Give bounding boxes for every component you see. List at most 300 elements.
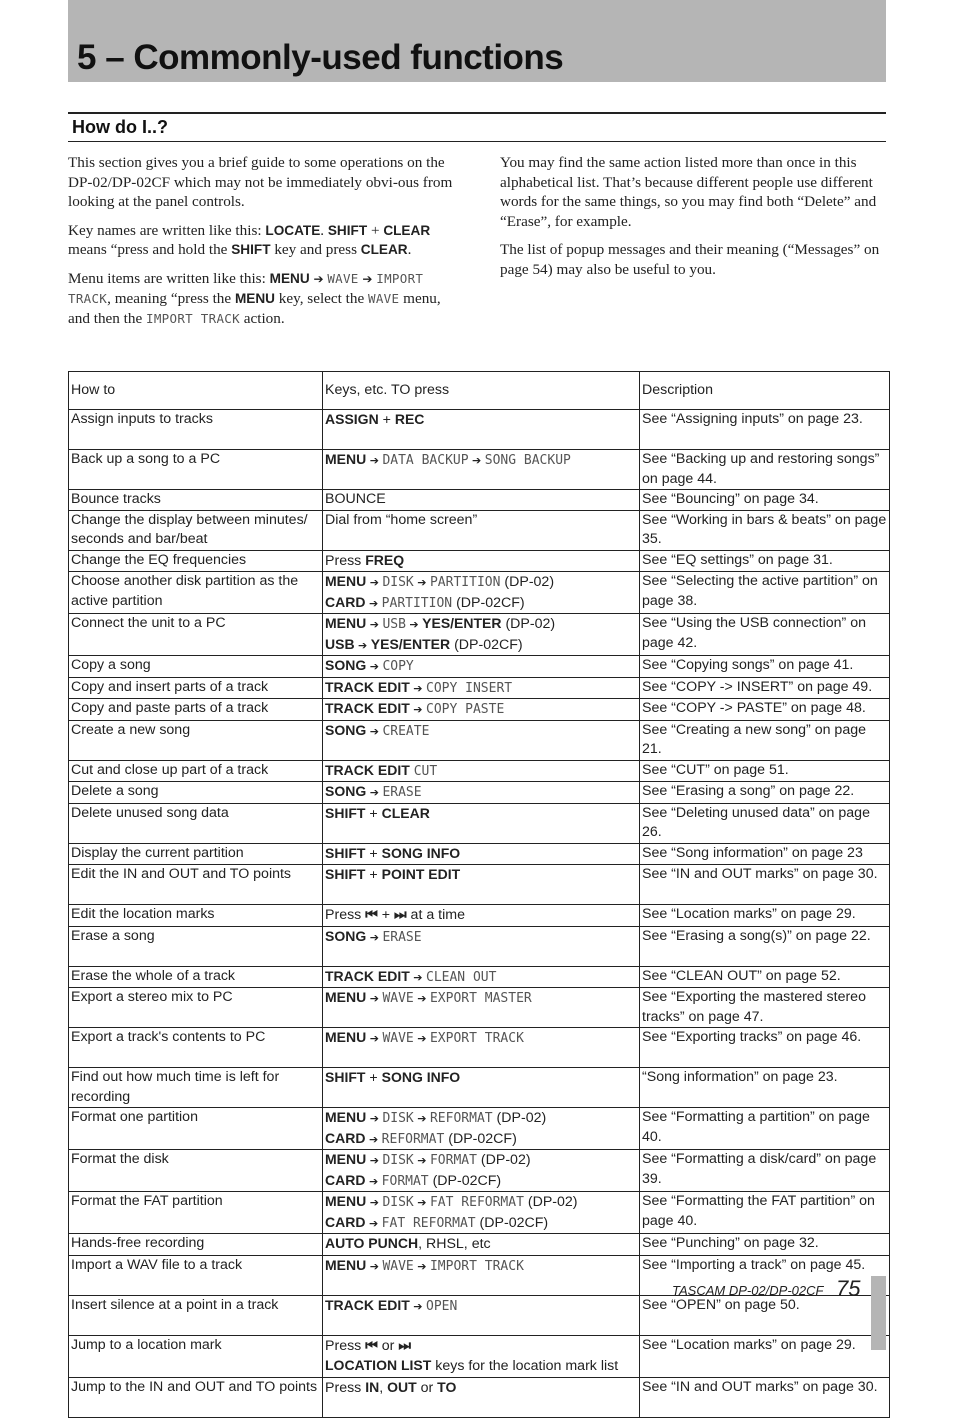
section-rule-bottom bbox=[68, 141, 886, 142]
table-row bbox=[69, 1108, 890, 1150]
key-name: FREQ bbox=[365, 551, 405, 568]
arrow-icon: ➔ bbox=[366, 724, 383, 738]
key-name: SHIFT bbox=[231, 242, 271, 257]
text: (DP-02CF) bbox=[450, 636, 523, 653]
text: or bbox=[416, 1379, 438, 1396]
how-to-cell: Import a WAV file to a track bbox=[69, 1255, 323, 1295]
key-name: MENU bbox=[325, 615, 367, 631]
keys-line bbox=[325, 1378, 637, 1399]
lcd-text: FORMAT bbox=[429, 1153, 477, 1168]
lcd-text: REFORMAT bbox=[381, 1131, 445, 1147]
text: menu, and then the bbox=[68, 290, 441, 327]
text: Key names are written like this: bbox=[68, 221, 266, 239]
arrow-icon: ➔ bbox=[366, 1196, 383, 1209]
lcd-text: WAVE bbox=[327, 270, 359, 286]
key-name: TRACK EDIT bbox=[325, 700, 410, 716]
lcd-text: EXPORT TRACK bbox=[429, 1031, 524, 1046]
arrow-icon: ➔ bbox=[365, 1132, 382, 1146]
key-name: TRACK EDIT bbox=[325, 761, 410, 778]
key-name: SONG INFO bbox=[381, 844, 461, 861]
key-name: SONG bbox=[325, 657, 367, 673]
table-row bbox=[69, 988, 890, 1028]
how-to-cell: Export a stereo mix to PC bbox=[69, 988, 323, 1028]
lcd-text: USB bbox=[382, 617, 406, 632]
how-to-cell: Insert silence at a point in a track bbox=[69, 1295, 323, 1335]
how-to-table bbox=[68, 371, 890, 1418]
key-name: SHIFT bbox=[325, 804, 366, 821]
text: (DP-02) bbox=[492, 1110, 547, 1126]
key-name: TRACK EDIT bbox=[325, 678, 410, 695]
page-number: 75 bbox=[836, 1276, 861, 1301]
description-cell: See “IN and OUT marks” on page 30. bbox=[640, 1377, 890, 1417]
key-name: MENU bbox=[325, 1151, 367, 1167]
keys-cell bbox=[323, 450, 640, 490]
description-cell: See “Song information” on page 23 bbox=[640, 843, 890, 865]
keys-line bbox=[325, 699, 637, 720]
arrow-icon: ➔ bbox=[409, 970, 426, 984]
column-header-keys: Keys, etc. TO press bbox=[323, 372, 640, 410]
keys-cell bbox=[323, 490, 640, 511]
keys-line bbox=[325, 614, 637, 635]
keys-line bbox=[325, 1108, 637, 1129]
keys-line bbox=[325, 551, 637, 572]
keys-line bbox=[325, 1129, 637, 1150]
footer-brand: TASCAM DP-02/DP-02CF bbox=[672, 1283, 824, 1298]
lcd-text: FAT REFORMAT bbox=[381, 1215, 476, 1231]
how-to-cell: Back up a song to a PC bbox=[69, 450, 323, 490]
text: + bbox=[367, 221, 384, 239]
keys-cell bbox=[323, 656, 640, 678]
arrow-icon: ➔ bbox=[413, 1259, 430, 1273]
key-name: SHIFT bbox=[325, 1069, 366, 1085]
key-name: MENU bbox=[269, 270, 310, 286]
lcd-text: FAT REFORMAT bbox=[429, 1195, 524, 1210]
how-to-cell: Edit the location marks bbox=[69, 905, 323, 927]
lcd-text: WAVE bbox=[368, 291, 400, 306]
keys-cell bbox=[323, 1028, 640, 1068]
keys-cell bbox=[323, 1295, 640, 1335]
key-name: MENU bbox=[234, 291, 275, 306]
how-to-cell: Jump to the IN and OUT and TO points bbox=[69, 1377, 323, 1417]
keys-cell bbox=[323, 926, 640, 966]
key-name: IN bbox=[365, 1378, 380, 1395]
keys-line bbox=[325, 782, 637, 803]
keys-line bbox=[325, 572, 637, 593]
arrow-icon: ➔ bbox=[366, 576, 383, 589]
how-to-cell: Display the current partition bbox=[69, 843, 323, 865]
keys-line bbox=[325, 490, 637, 510]
arrow-icon: ➔ bbox=[413, 1154, 430, 1167]
description-cell: See “Backing up and restoring songs” on page 44. bbox=[640, 450, 890, 490]
keys-cell bbox=[323, 1234, 640, 1256]
key-name: YES/ENTER bbox=[370, 635, 451, 652]
keys-cell bbox=[323, 410, 640, 450]
key-name: POINT EDIT bbox=[381, 866, 461, 882]
arrow-icon: ➔ bbox=[365, 1174, 382, 1188]
keys-line bbox=[325, 804, 637, 825]
description-cell: See “Formatting a disk/card” on page 39. bbox=[640, 1150, 890, 1192]
table-row bbox=[69, 1295, 890, 1335]
text: + bbox=[365, 867, 382, 883]
keys-cell bbox=[323, 905, 640, 927]
lcd-text: WAVE bbox=[382, 991, 414, 1006]
intro-paragraph-1: This section gives you a brief guide to some operations on the DP-02/DP-02CF which may not be immediately obvi-ous from looking at the panel controls. bbox=[68, 154, 453, 210]
keys-cell bbox=[323, 614, 640, 656]
intro-paragraph-5: The list of popup messages and their meaning (“Messages” on page 54) may also be useful to you. bbox=[500, 241, 880, 278]
key-name: TO bbox=[437, 1378, 457, 1395]
how-to-cell: Change the display between minutes/ seconds and bar/beat bbox=[69, 510, 323, 550]
keys-line bbox=[325, 593, 637, 614]
key-name: SHIFT bbox=[327, 222, 368, 238]
table-row bbox=[69, 803, 890, 843]
lcd-text: IMPORT TRACK bbox=[429, 1258, 524, 1274]
lcd-text: IMPORT TRACK bbox=[146, 310, 240, 326]
lcd-text: COPY INSERT bbox=[426, 680, 513, 696]
keys-cell bbox=[323, 677, 640, 699]
lcd-text: COPY PASTE bbox=[426, 702, 505, 717]
how-to-cell: Erase the whole of a track bbox=[69, 966, 323, 988]
key-name: LOCATE bbox=[265, 222, 321, 238]
description-cell: See “Creating a new song” on page 21. bbox=[640, 720, 890, 760]
key-name: AUTO PUNCH bbox=[325, 1235, 419, 1251]
lcd-text: DISK bbox=[382, 575, 414, 590]
how-to-cell: Format one partition bbox=[69, 1108, 323, 1150]
table-row bbox=[69, 1028, 890, 1068]
lcd-text: CUT bbox=[413, 763, 438, 779]
how-to-cell: Delete a song bbox=[69, 782, 323, 804]
text: keys for the location mark list bbox=[431, 1358, 619, 1374]
text: Press bbox=[325, 552, 366, 569]
keys-cell bbox=[323, 782, 640, 804]
key-name: CLEAR bbox=[383, 222, 431, 238]
description-cell: See “Erasing a song(s)” on page 22. bbox=[640, 926, 890, 966]
text: (DP-02CF) bbox=[452, 594, 525, 611]
text: + bbox=[378, 412, 395, 428]
table-row bbox=[69, 550, 890, 572]
lcd-text: FORMAT bbox=[381, 1173, 429, 1189]
keys-line bbox=[325, 678, 637, 699]
arrow-icon: ➔ bbox=[409, 703, 426, 716]
text: . bbox=[407, 241, 412, 258]
keys-line bbox=[325, 656, 637, 677]
keys-cell bbox=[323, 510, 640, 550]
arrow-icon: ➔ bbox=[362, 271, 373, 286]
how-to-cell: Find out how much time is left for recording bbox=[69, 1068, 323, 1108]
key-name: CARD bbox=[325, 593, 366, 610]
chapter-title: 5 – Commonly-used functions bbox=[77, 38, 564, 77]
keys-cell bbox=[323, 1068, 640, 1108]
how-to-cell: Format the disk bbox=[69, 1150, 323, 1192]
key-name: CLEAR bbox=[360, 242, 408, 257]
arrow-icon: ➔ bbox=[468, 454, 485, 467]
how-to-cell: Hands-free recording bbox=[69, 1234, 323, 1256]
text: at a time bbox=[406, 907, 465, 923]
table-row bbox=[69, 1192, 890, 1234]
keys-cell bbox=[323, 865, 640, 905]
key-name: CARD bbox=[325, 1171, 366, 1188]
arrow-icon: ➔ bbox=[413, 1196, 430, 1209]
keys-cell bbox=[323, 803, 640, 843]
lcd-text: PARTITION bbox=[429, 575, 501, 590]
key-name: SONG bbox=[325, 783, 367, 799]
table-row bbox=[69, 572, 890, 614]
arrow-icon: ➔ bbox=[366, 1154, 383, 1167]
arrow-icon: ➔ bbox=[413, 992, 430, 1005]
keys-line bbox=[325, 635, 637, 656]
arrow-icon: ➔ bbox=[365, 1216, 382, 1230]
keys-line bbox=[325, 905, 637, 926]
arrow-icon: ➔ bbox=[366, 1259, 383, 1273]
text: (DP-02CF) bbox=[475, 1214, 549, 1231]
lcd-text: COPY bbox=[382, 659, 414, 674]
description-cell: See “OPEN” on page 50. bbox=[640, 1295, 890, 1335]
table-row bbox=[69, 1234, 890, 1256]
description-cell: See “Bouncing” on page 34. bbox=[640, 490, 890, 511]
description-cell: See “Copying songs” on page 41. bbox=[640, 656, 890, 678]
arrow-icon: ➔ bbox=[365, 596, 382, 610]
arrow-icon: ➔ bbox=[354, 638, 371, 652]
how-to-cell: Copy and paste parts of a track bbox=[69, 699, 323, 721]
text: Menu items are written like this: bbox=[68, 269, 270, 287]
description-cell: See “Working in bars & beats” on page 35. bbox=[640, 510, 890, 550]
table-row bbox=[69, 614, 890, 656]
intro-paragraph-3 bbox=[68, 269, 453, 329]
table-row bbox=[69, 865, 890, 905]
intro-paragraph-4: You may find the same action listed more than once in this alphabetical list. That’s because different people use different words for the same things, so you may find both “Delete” and “Erase”, for example. bbox=[500, 154, 877, 230]
keys-line bbox=[325, 1213, 637, 1234]
key-name: ASSIGN bbox=[325, 411, 379, 427]
lcd-text: DISK bbox=[382, 1153, 414, 1168]
description-cell: See “CLEAN OUT” on page 52. bbox=[640, 966, 890, 988]
text: + bbox=[365, 1070, 382, 1086]
how-to-cell: Connect the unit to a PC bbox=[69, 614, 323, 656]
arrow-icon: ➔ bbox=[409, 681, 426, 695]
table-row bbox=[69, 1335, 890, 1377]
arrow-icon: ➔ bbox=[366, 618, 383, 631]
keys-line bbox=[325, 1028, 637, 1049]
arrow-icon: ➔ bbox=[413, 576, 430, 589]
keys-cell bbox=[323, 1192, 640, 1234]
table-row bbox=[69, 656, 890, 678]
key-name: SONG INFO bbox=[381, 1069, 461, 1085]
keys-line bbox=[325, 844, 637, 865]
lcd-text: PARTITION bbox=[381, 595, 453, 611]
description-cell: See “COPY -> INSERT” on page 49. bbox=[640, 677, 890, 699]
text: BOUNCE bbox=[325, 491, 386, 507]
key-name: MENU bbox=[325, 989, 367, 1005]
lcd-text: SONG BACKUP bbox=[484, 453, 571, 468]
arrow-icon: ➔ bbox=[366, 1112, 383, 1125]
keys-cell bbox=[323, 843, 640, 865]
keys-line bbox=[325, 1296, 637, 1317]
keys-line bbox=[325, 511, 637, 531]
key-name: MENU bbox=[325, 1029, 367, 1045]
keys-line bbox=[325, 1068, 637, 1089]
description-cell: See “Location marks” on page 29. bbox=[640, 1335, 890, 1377]
how-to-cell: Jump to a location mark bbox=[69, 1335, 323, 1377]
keys-line bbox=[325, 721, 637, 742]
lcd-text: WAVE bbox=[382, 1031, 414, 1046]
lcd-text: CLEAN OUT bbox=[426, 969, 497, 985]
arrow-icon: ➔ bbox=[366, 1032, 383, 1045]
table-row bbox=[69, 1150, 890, 1192]
key-name: TRACK EDIT bbox=[325, 967, 410, 984]
how-to-cell: Bounce tracks bbox=[69, 490, 323, 511]
text: action. bbox=[239, 309, 285, 327]
table-row bbox=[69, 450, 890, 490]
table-row bbox=[69, 782, 890, 804]
keys-line bbox=[325, 410, 637, 431]
column-header-how-to: How to bbox=[69, 372, 323, 410]
keys-line bbox=[325, 865, 637, 886]
text: (DP-02CF) bbox=[444, 1130, 517, 1147]
key-name: SONG bbox=[325, 927, 367, 944]
description-cell: See “CUT” on page 51. bbox=[640, 760, 890, 782]
text: (DP-02CF) bbox=[428, 1172, 502, 1189]
keys-line bbox=[325, 1192, 637, 1213]
table-row bbox=[69, 760, 890, 782]
how-to-cell: Create a new song bbox=[69, 720, 323, 760]
keys-line bbox=[325, 988, 637, 1009]
text: (DP-02) bbox=[523, 1194, 578, 1210]
arrow-icon: ➔ bbox=[366, 992, 383, 1005]
lcd-text: IMPORT TRACK bbox=[68, 270, 424, 306]
keys-cell bbox=[323, 572, 640, 614]
table-row bbox=[69, 677, 890, 699]
key-name: MENU bbox=[325, 1109, 367, 1125]
lcd-text: WAVE bbox=[382, 1258, 414, 1274]
lcd-text: ERASE bbox=[382, 785, 422, 800]
keys-cell bbox=[323, 1108, 640, 1150]
table-row bbox=[69, 510, 890, 550]
how-to-cell: Export a track's contents to PC bbox=[69, 1028, 323, 1068]
table-header-row bbox=[69, 372, 890, 410]
keys-line bbox=[325, 761, 637, 782]
key-name: YES/ENTER bbox=[422, 615, 502, 631]
description-cell: See “Deleting unused data” on page 26. bbox=[640, 803, 890, 843]
key-name: CARD bbox=[325, 1213, 366, 1230]
lcd-text: EXPORT MASTER bbox=[429, 991, 532, 1006]
arrow-icon: ➔ bbox=[366, 660, 383, 673]
text: key, select the bbox=[274, 290, 369, 307]
keys-line bbox=[325, 1336, 637, 1357]
keys-line bbox=[325, 927, 637, 948]
how-to-cell: Copy and insert parts of a track bbox=[69, 677, 323, 699]
keys-cell bbox=[323, 1335, 640, 1377]
how-to-cell: Assign inputs to tracks bbox=[69, 410, 323, 450]
description-cell: See “Formatting a partition” on page 40. bbox=[640, 1108, 890, 1150]
arrow-icon: ➔ bbox=[366, 786, 383, 799]
arrow-icon: ➔ bbox=[413, 1032, 430, 1045]
arrow-icon: ➔ bbox=[366, 930, 383, 944]
key-name: SHIFT bbox=[325, 844, 366, 861]
table-row bbox=[69, 926, 890, 966]
keys-line bbox=[325, 967, 637, 988]
section-title: How do I..? bbox=[72, 117, 168, 137]
how-to-cell: Delete unused song data bbox=[69, 803, 323, 843]
description-cell: See “Location marks” on page 29. bbox=[640, 905, 890, 927]
keys-cell bbox=[323, 1377, 640, 1417]
key-name: ⏭ bbox=[398, 1336, 411, 1353]
description-cell: See “Using the USB connection” on page 42. bbox=[640, 614, 890, 656]
keys-line bbox=[325, 1150, 637, 1171]
text: key and press bbox=[270, 241, 361, 258]
keys-cell bbox=[323, 1255, 640, 1295]
how-to-cell: Erase a song bbox=[69, 926, 323, 966]
table-row bbox=[69, 720, 890, 760]
description-cell: See “Punching” on page 32. bbox=[640, 1234, 890, 1256]
lcd-text: ERASE bbox=[382, 929, 422, 945]
key-name: OUT bbox=[387, 1378, 417, 1395]
keys-line bbox=[325, 1356, 637, 1377]
table-body bbox=[69, 410, 890, 1418]
description-cell: See “COPY -> PASTE” on page 48. bbox=[640, 699, 890, 721]
description-cell: “Song information” on page 23. bbox=[640, 1068, 890, 1108]
key-name: MENU bbox=[325, 1193, 367, 1209]
keys-line bbox=[325, 1256, 637, 1277]
key-name: CLEAR bbox=[381, 804, 430, 821]
intro-right-column bbox=[500, 153, 886, 288]
description-cell: See “Assigning inputs” on page 23. bbox=[640, 410, 890, 450]
keys-cell bbox=[323, 1150, 640, 1192]
text: + bbox=[377, 907, 394, 923]
key-name: MENU bbox=[325, 573, 367, 589]
intro-paragraph-2 bbox=[68, 221, 453, 260]
table-row bbox=[69, 905, 890, 927]
text: or bbox=[377, 1337, 399, 1354]
arrow-icon: ➔ bbox=[366, 454, 383, 467]
description-cell: See “Exporting the mastered stereo tracks” on page 47. bbox=[640, 988, 890, 1028]
text: Press bbox=[325, 1379, 366, 1396]
key-name: ⏮ bbox=[365, 906, 378, 922]
table-row bbox=[69, 490, 890, 511]
key-name: SONG bbox=[325, 721, 367, 738]
how-to-cell: Choose another disk partition as the active partition bbox=[69, 572, 323, 614]
key-name: ⏭ bbox=[394, 906, 407, 922]
description-cell: See “IN and OUT marks” on page 30. bbox=[640, 865, 890, 905]
table-row bbox=[69, 966, 890, 988]
keys-cell bbox=[323, 720, 640, 760]
key-name: ⏮ bbox=[365, 1336, 378, 1353]
table-row bbox=[69, 699, 890, 721]
lcd-text: DATA BACKUP bbox=[382, 453, 469, 468]
how-to-cell: Change the EQ frequencies bbox=[69, 550, 323, 572]
table-row bbox=[69, 843, 890, 865]
text: + bbox=[365, 845, 382, 862]
text: means “press and hold the bbox=[68, 241, 232, 258]
keys-cell bbox=[323, 550, 640, 572]
intro-left-column bbox=[68, 153, 453, 337]
lcd-text: CREATE bbox=[382, 723, 430, 739]
arrow-icon: ➔ bbox=[413, 1112, 430, 1125]
text: , RHSL, etc bbox=[418, 1236, 491, 1252]
description-cell: See “Erasing a song” on page 22. bbox=[640, 782, 890, 804]
keys-cell bbox=[323, 699, 640, 721]
text: (DP-02) bbox=[476, 1152, 531, 1168]
key-name: TRACK EDIT bbox=[325, 1296, 410, 1313]
lcd-text: REFORMAT bbox=[429, 1111, 493, 1126]
description-cell: See “Selecting the active partition” on page 38. bbox=[640, 572, 890, 614]
description-cell: See “Exporting tracks” on page 46. bbox=[640, 1028, 890, 1068]
keys-cell bbox=[323, 966, 640, 988]
description-cell: See “Formatting the FAT partition” on page 40. bbox=[640, 1192, 890, 1234]
text: Press bbox=[325, 1337, 366, 1354]
key-name: SHIFT bbox=[325, 866, 366, 882]
how-to-cell: Cut and close up part of a track bbox=[69, 760, 323, 782]
text: Dial from “home screen” bbox=[325, 511, 478, 528]
footer-tab bbox=[871, 1276, 886, 1350]
keys-line bbox=[325, 1171, 637, 1192]
